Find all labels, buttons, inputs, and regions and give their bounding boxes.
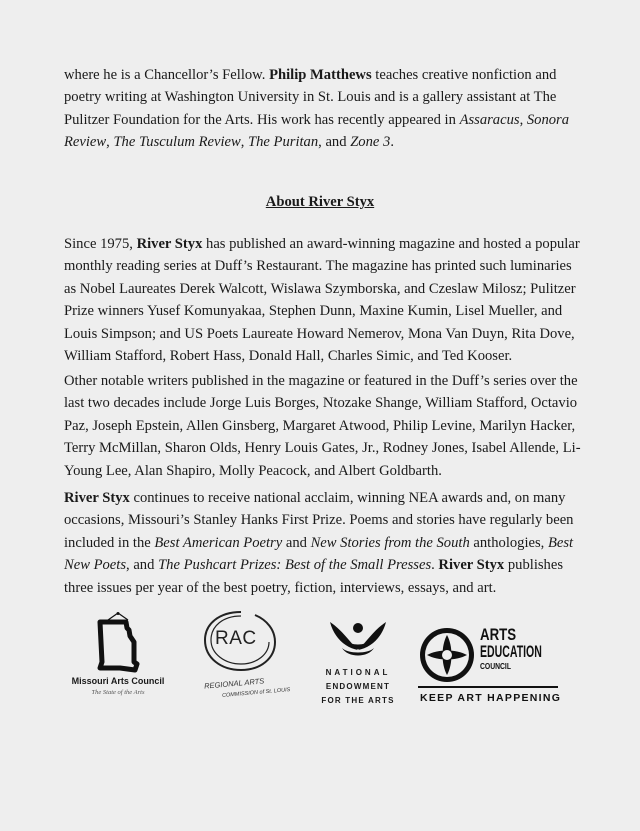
text-run: ,	[106, 134, 114, 151]
rac-line1: REGIONAL ARTS	[203, 676, 265, 691]
aec-arts: ARTS	[480, 625, 517, 644]
missouri-arts-council-logo	[66, 612, 170, 702]
italic-title: New Stories from the South	[310, 534, 470, 551]
aec-tagline: KEEP ART HAPPENING	[420, 692, 562, 704]
text-run: and	[282, 534, 311, 551]
nea-logo	[316, 616, 400, 708]
aec-divider	[418, 686, 558, 688]
bold-name: Philip Matthews	[269, 67, 372, 83]
nea-figure-icon	[316, 616, 400, 660]
text-run: where he is a Chancellor’s Fellow.	[64, 67, 270, 83]
nea-line1: NATIONAL	[325, 668, 391, 677]
text-run: teaches creative nonfiction and poetry writing at Washington University in St. Louis and is a gallery assistant at The Pulitzer Foundation for the Arts. His work has recently appeared in	[64, 67, 557, 128]
italic-title: Assaracus	[459, 111, 520, 128]
italic-title: Sonora Review	[64, 111, 570, 151]
italic-title: The Pushcart Prizes: Best of the Small Presses	[158, 557, 432, 574]
rac-logo	[195, 606, 291, 699]
paragraph-history	[64, 233, 584, 367]
text-run: continues to receive national acclaim, winning NEA awards and, on many occasions, Missouri’s Stanley Hanks First Prize. Poems and stories have regularly been included in the	[64, 490, 574, 551]
mac-tagline: The State of the Arts	[91, 689, 145, 696]
italic-title: The Tusculum Review	[113, 134, 241, 151]
rac-letters: RAC	[215, 628, 257, 649]
text-run: Since 1975,	[64, 236, 137, 252]
arts-education-council-logo	[418, 626, 560, 708]
text-run: .	[431, 557, 439, 574]
italic-title: Best American Poetry	[154, 534, 283, 551]
paragraph-bio	[64, 64, 584, 154]
text-run: anthologies,	[469, 534, 548, 551]
missouri-state-icon	[66, 612, 170, 674]
text-run: , and	[126, 557, 159, 574]
nea-line3: FOR THE ARTS	[321, 696, 395, 705]
text-run: publishes three issues per year of the best poetry, fiction, interviews, essays, and art.	[64, 557, 564, 596]
text-run: ,	[519, 111, 527, 128]
italic-title: The Puritan	[248, 134, 319, 151]
text-run: ,	[240, 134, 249, 151]
bold-name: River Styx	[64, 490, 130, 506]
text-run: has published an award-winning magazine and hosted a popular monthly reading series at Duff’s Restaurant. The magazine has printed such luminaries as Nobel Laureates Derek Walcott, Wislawa Szymborska, and Czeslaw Milosz; Pulitzer Prize winners Yusef Komunyakaa, Stephen Dunn, Maxine Kumin, Lisel Mueller, and Louis Simpson; and US Poets Laureate Howard Nemerov, Mona Van Duyn, Rita Dove, William Stafford, Robert Hass, Donald Hall, Charles Simic, and Ted Kooser.	[64, 236, 580, 365]
aec-education: EDUCATION	[480, 642, 542, 661]
paragraph-acclaim	[64, 487, 584, 599]
bold-name: River Styx	[438, 557, 505, 574]
section-heading: About River Styx	[265, 194, 375, 210]
paragraph-writers: Other notable writers published in the magazine or featured in the Duff’s series over the last two decades include Jorge Luis Borges, Ntozake Shange, William Stafford, Octavio Paz, Joseph Epstein, Allen Ginsberg, Margaret Atwood, Philip Levine, Marilyn Hacker, Terry McMillan, Sharon Olds, Henry Louis Gates, Jr., Rodney Jones, Isabel Allende, Li-Young Lee, Alan Shapiro, Molly Peacock, and Albert Goldbarth.	[64, 373, 581, 479]
bold-name: River Styx	[136, 236, 203, 252]
nea-line2: ENDOWMENT	[325, 682, 391, 691]
aec-emblem-icon	[418, 626, 478, 684]
aec-council: COUNCIL	[480, 662, 511, 671]
rac-line2: COMMISSION of St. LOUIS	[221, 687, 291, 699]
italic-title: Zone 3	[350, 134, 391, 151]
text-run: , and	[318, 134, 351, 151]
italic-title: Best New Poets	[64, 534, 574, 574]
text-run: .	[390, 134, 394, 151]
mac-name: Missouri Arts Council	[71, 676, 165, 686]
